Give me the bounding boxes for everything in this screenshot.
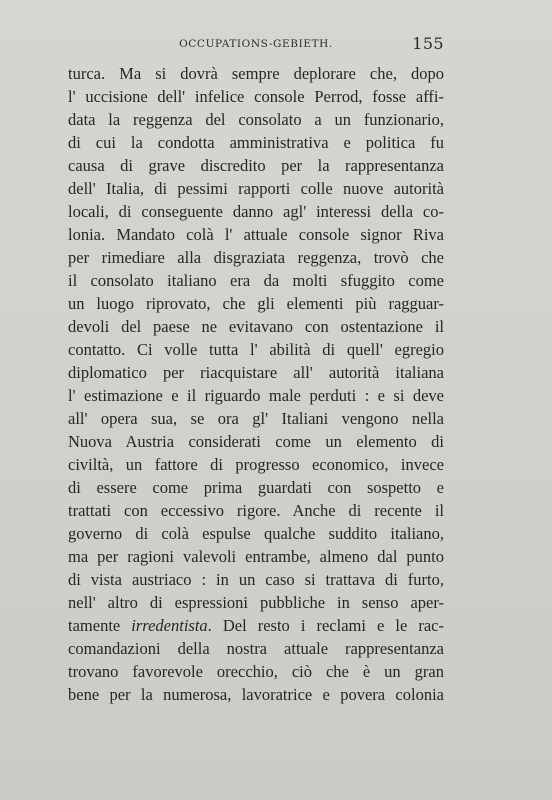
text-line: causa di grave discredito per la rappresentanza: [68, 156, 444, 175]
page-header: [68, 34, 444, 54]
text-line: all' opera sua, se ora gl' Italiani vengono nella: [68, 409, 444, 428]
text-line: turca. Ma si dovrà sempre deplorare che, dopo: [68, 64, 444, 83]
text-line: di cui la condotta amministrativa e politica fu: [68, 133, 444, 152]
text-line: l' estimazione e il riguardo male perduti : e si deve: [68, 386, 444, 405]
text-line: di vista austriaco : in un caso si trattava di furto,: [68, 570, 444, 589]
text-line: bene per la numerosa, lavoratrice e povera colonia: [68, 685, 444, 704]
text-line: per rimediare alla disgraziata reggenza, trovò che: [68, 248, 444, 267]
text-line: contatto. Ci volle tutta l' abilità di quell' egregio: [68, 340, 444, 359]
text-line: ma per ragioni valevoli entrambe, almeno dal punto: [68, 547, 444, 566]
text-line: data la reggenza del consolato a un funzionario,: [68, 110, 444, 129]
text-line: di essere come prima guardati con sospetto e: [68, 478, 444, 497]
text-line: lonia. Mandato colà l' attuale console signor Riva: [68, 225, 444, 244]
text-line-with-italic: [68, 614, 444, 637]
line-text-before: tamente: [68, 616, 132, 635]
text-line: il consolato italiano era da molti sfuggito come: [68, 271, 444, 290]
text-line: devoli del paese ne evitavano con ostentazione il: [68, 317, 444, 336]
text-line: comandazioni della nostra attuale rappresentanza: [68, 639, 444, 658]
text-line: locali, di conseguente danno agl' interessi della co-: [68, 202, 444, 221]
body-text: [68, 62, 444, 706]
line-text-after: . Del resto i reclami e le rac-: [207, 616, 444, 635]
text-line: diplomatico per riacquistare all' autorità italiana: [68, 363, 444, 382]
text-line: dell' Italia, di pessimi rapporti colle nuove autorità: [68, 179, 444, 198]
text-line: trattati con eccessivo rigore. Anche di recente il: [68, 501, 444, 520]
text-line: un luogo riprovato, che gli elementi più ragguar-: [68, 294, 444, 313]
italic-term: irredentista: [131, 616, 208, 635]
text-line: trovano favorevole orecchio, ciò che è un gran: [68, 662, 444, 681]
text-line: l' uccisione dell' infelice console Perrod, fosse affi-: [68, 87, 444, 106]
running-head: OCCUPATIONS-GEBIETH.: [179, 38, 333, 50]
text-line: Nuova Austria considerati come un elemento di: [68, 432, 444, 451]
text-line: civiltà, un fattore di progresso economico, invece: [68, 455, 444, 474]
page-number: 155: [412, 34, 444, 53]
text-line: governo di colà espulse qualche suddito italiano,: [68, 524, 444, 543]
text-line: nell' altro di espressioni pubbliche in senso aper-: [68, 593, 444, 612]
